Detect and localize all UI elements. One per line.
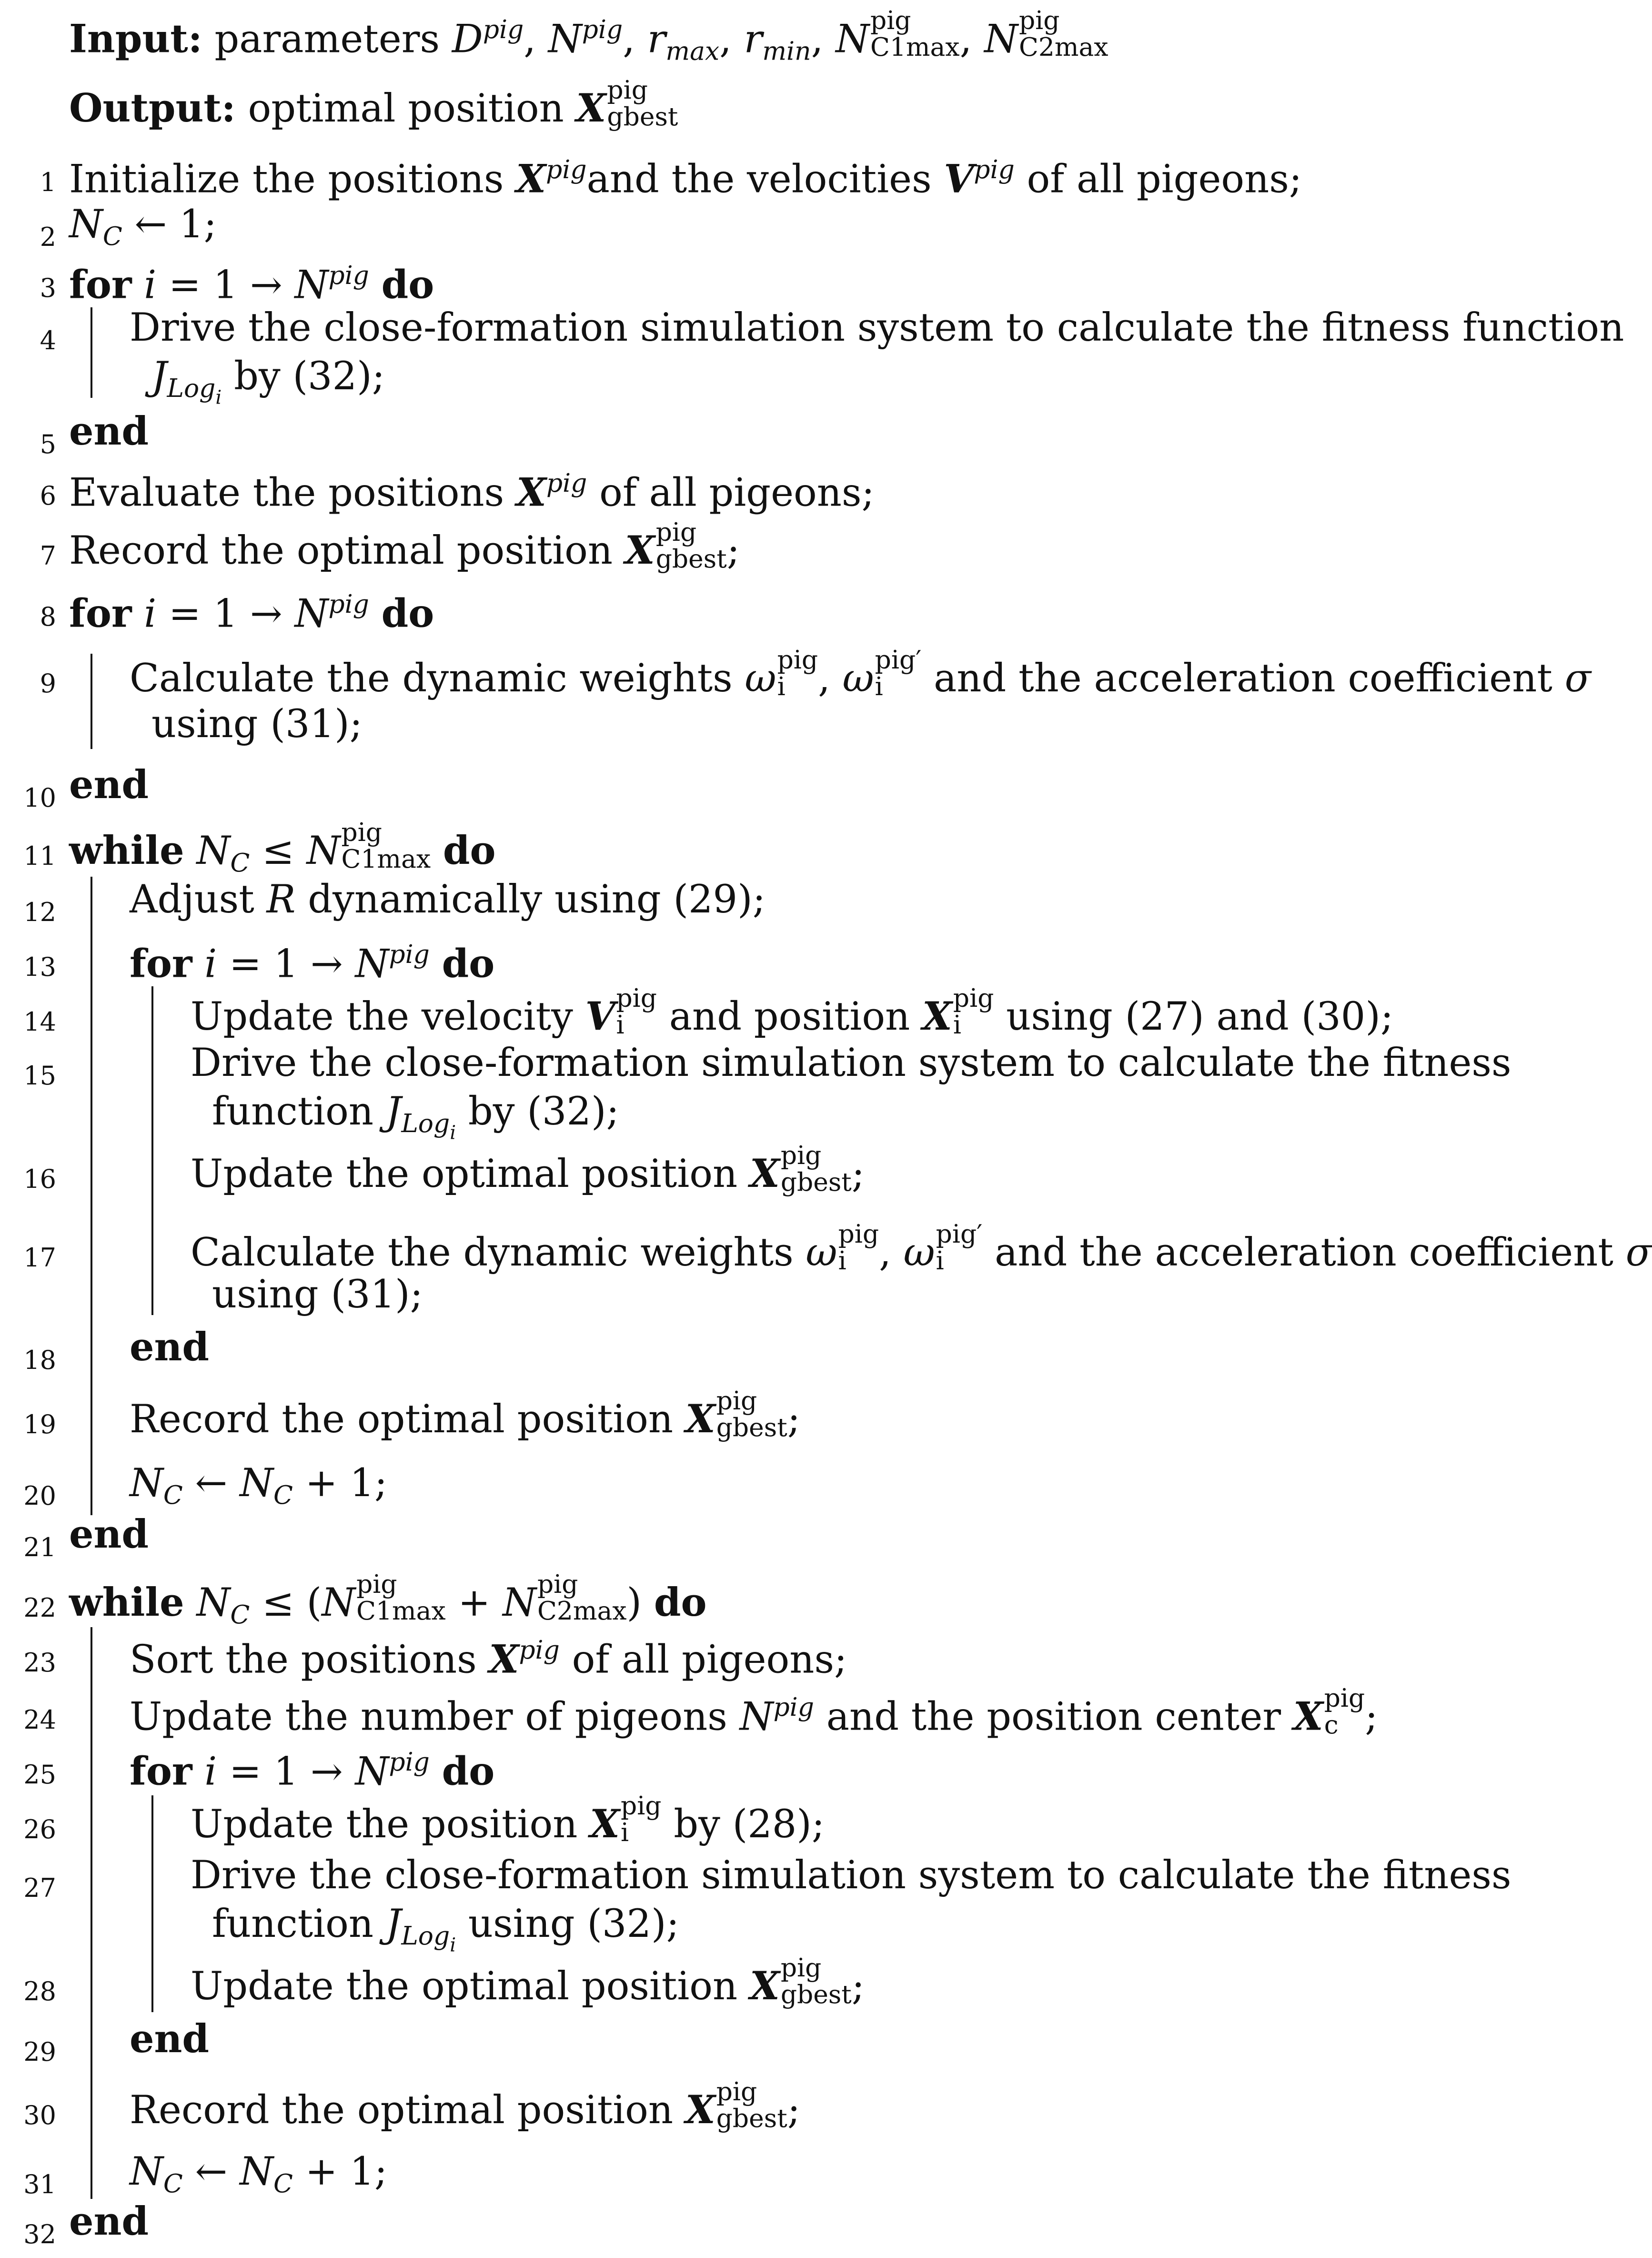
- line-17-text-b: ,: [879, 1230, 891, 1276]
- line-number: 32: [23, 2219, 56, 2249]
- sym-sub: C1max: [356, 1596, 446, 1626]
- line-9-text-c: and the acceleration coefficient: [934, 656, 1552, 701]
- line-19-text-b: ;: [787, 1397, 800, 1442]
- sym-i: i: [144, 591, 157, 637]
- line-number: 15: [23, 1061, 56, 1091]
- sym-sup: pig: [356, 1569, 397, 1599]
- sym-X: X: [749, 1964, 780, 2009]
- sym-sub: Log: [401, 1108, 450, 1139]
- sym-sub: C: [230, 848, 250, 878]
- sym-sub: C: [273, 1480, 293, 1510]
- algo-line-7: [0, 516, 1495, 577]
- algo-line-30: [0, 2075, 1495, 2137]
- algo-line-15: [0, 1035, 1511, 1145]
- algo-line-12: [0, 872, 1495, 934]
- line-number: 4: [40, 325, 56, 355]
- param-NC1: N: [836, 17, 869, 62]
- algo-line-27: [0, 1848, 1511, 1957]
- line-number: 21: [23, 1532, 56, 1562]
- line-9-text-a: Calculate the dynamic weights: [130, 656, 733, 701]
- algo-line-23: [0, 1622, 1495, 1684]
- sym-X: X: [749, 1151, 780, 1197]
- sym-sup: pig: [716, 2076, 757, 2106]
- sym-N: N: [739, 1694, 774, 1740]
- output-line: [0, 71, 1495, 133]
- keyword: end: [130, 2016, 210, 2062]
- algo-line-29: [0, 2012, 1495, 2074]
- line-3-text-a: = 1 →: [168, 263, 282, 308]
- sym-sup: pig: [389, 1747, 430, 1777]
- line-number: 27: [23, 1873, 56, 1903]
- line-25-text-a: = 1 →: [229, 1749, 343, 1794]
- param-N: N: [548, 17, 582, 62]
- line-number: 9: [40, 668, 56, 699]
- line-15-text-a: Drive the close-formation simulation system to calculate the fitness: [191, 1041, 1511, 1085]
- algo-line-28: [0, 1951, 1495, 2013]
- line-4-text-b: by (32);: [234, 354, 385, 399]
- param-rmax: r: [647, 17, 666, 62]
- block-bar: [151, 986, 153, 1315]
- line-4-text-a: Drive the close-formation simulation system to calculate the fitness function: [130, 305, 1624, 350]
- line-20-text-b: + 1;: [305, 1461, 388, 1506]
- keyword: while: [69, 1580, 184, 1626]
- line-12-text-b: dynamically using (29);: [308, 877, 766, 922]
- sym-sub: Log: [167, 373, 216, 404]
- param-NC1-sub: C1max: [870, 32, 960, 62]
- sym-X: X: [516, 470, 546, 516]
- line-20-text-a: ←: [195, 1461, 228, 1506]
- line-2-text-a: ← 1;: [134, 202, 217, 247]
- param-D-sup: pig: [483, 14, 524, 44]
- line-number: 18: [23, 1345, 56, 1375]
- line-number: 26: [23, 1814, 56, 1844]
- line-14-text-b: and position: [669, 994, 910, 1040]
- line-15-text-c: by (32);: [468, 1089, 619, 1134]
- sym-sub: C: [102, 221, 122, 252]
- sym-sup: pig: [620, 1791, 662, 1821]
- sym-N: N: [306, 829, 341, 874]
- algo-line-22: [0, 1568, 1495, 1630]
- line-number: 3: [40, 273, 56, 303]
- param-NC1-sup: pig: [870, 5, 911, 36]
- line-16-text-a: Update the optimal position: [191, 1152, 738, 1197]
- block-bar: [91, 307, 92, 398]
- sym-X: X: [516, 156, 546, 202]
- sym-sub-i: i: [215, 385, 222, 409]
- sym-sub: i: [838, 1245, 846, 1276]
- line-number: 10: [23, 783, 56, 813]
- sym-sub: c: [1324, 1710, 1339, 1740]
- algo-line-26: [0, 1789, 1495, 1851]
- keyword: do: [654, 1580, 707, 1626]
- line-15-text-b: function: [212, 1089, 374, 1134]
- algo-line-32: [0, 2194, 1495, 2256]
- algo-line-4: [0, 300, 1624, 410]
- sym-J: J: [385, 1902, 402, 1946]
- sym-N: N: [322, 1580, 356, 1626]
- line-number: 30: [23, 2100, 56, 2130]
- sym-sub: i: [936, 1245, 944, 1276]
- line-12-text-a: Adjust: [130, 877, 254, 922]
- sym-omega: ω: [842, 656, 874, 701]
- sym-N: N: [130, 1461, 163, 1506]
- sym-sup: pig: [773, 1692, 814, 1722]
- line-17-text-d: using (31);: [212, 1272, 423, 1317]
- line-17-text-a: Calculate the dynamic weights: [191, 1230, 794, 1276]
- keyword: do: [442, 1749, 495, 1794]
- algo-line-19: [0, 1384, 1495, 1446]
- sym-J: J: [151, 354, 167, 399]
- sym-V: V: [585, 994, 615, 1040]
- block-bar: [151, 1795, 153, 2012]
- output-text: optimal position: [248, 86, 564, 132]
- line-30-text-b: ;: [787, 2088, 800, 2133]
- line-number: 28: [23, 1976, 56, 2006]
- line-8-text-a: = 1 →: [168, 591, 282, 637]
- sym-omega: ω: [806, 1230, 837, 1276]
- sym-sup: pig: [716, 1386, 757, 1416]
- sym-sup: pig: [546, 468, 587, 498]
- sym-sup: pig: [616, 983, 657, 1013]
- algo-line-24: [0, 1680, 1495, 1742]
- line-14-text-a: Update the velocity: [191, 994, 573, 1040]
- sym-sub: C: [273, 2168, 293, 2199]
- sym-sup: pig: [655, 517, 697, 547]
- algo-line-25: [0, 1734, 1495, 1796]
- keyword: end: [69, 1512, 149, 1557]
- line-31-text-a: ←: [195, 2149, 228, 2194]
- line-6-text-b: of all pigeons;: [599, 470, 875, 516]
- input-text: parameters: [214, 17, 440, 62]
- input-line: Input: parameters $D^{pig}$, $N^{pig}$, $r_{max}$, $r_{min}$, N pig C1max , N pig C2max: [69, 5, 1108, 66]
- sym-prime: ′: [977, 1219, 983, 1249]
- sym-R: R: [266, 877, 296, 922]
- param-rmin-sub: min: [762, 36, 811, 66]
- line-number: 23: [23, 1648, 56, 1678]
- sym-sup: pig: [328, 260, 369, 290]
- sym-sup: pig: [974, 154, 1015, 184]
- param-rmax-sub: max: [665, 36, 720, 66]
- line-number: 7: [40, 541, 56, 571]
- line-27-text-c: using (32);: [468, 1902, 679, 1946]
- line-1-text-c: of all pigeons;: [1027, 157, 1302, 202]
- block-bar: [91, 877, 92, 1515]
- sym-sub: gbest: [716, 1412, 787, 1443]
- sym-i: i: [204, 942, 217, 987]
- sym-X: X: [590, 1802, 620, 1847]
- algo-line-16: [0, 1139, 1495, 1201]
- algo-line-17: [0, 1217, 1652, 1327]
- sym-prime: ′: [916, 645, 922, 675]
- sym-N: N: [240, 1461, 274, 1506]
- algo-line-21: [0, 1507, 1495, 1569]
- sym-sup: pig: [341, 817, 383, 847]
- line-number: 31: [23, 2169, 56, 2199]
- sym-X: X: [625, 528, 655, 574]
- line-26-text-b: by (28);: [674, 1802, 825, 1847]
- sym-N: N: [355, 1749, 389, 1794]
- keyword: end: [69, 2199, 149, 2244]
- line-1-text-b: and the velocities: [586, 157, 932, 202]
- line-number: 24: [23, 1705, 56, 1735]
- sym-N: N: [294, 591, 329, 637]
- keyword: end: [130, 1325, 210, 1370]
- line-14-text-c: using (27) and (30);: [1006, 994, 1394, 1040]
- line-7-text-b: ;: [726, 528, 740, 574]
- sym-N: N: [69, 202, 103, 247]
- param-NC2-sub: C2max: [1018, 32, 1108, 62]
- algo-line-9: [0, 643, 1591, 758]
- line-23-text-a: Sort the positions: [130, 1637, 477, 1682]
- sym-sub: C: [163, 1480, 183, 1510]
- line-13-text-a: = 1 →: [229, 942, 343, 987]
- sym-sigma: σ: [1564, 656, 1591, 701]
- line-number: 2: [40, 222, 56, 252]
- param-D: D: [452, 17, 483, 62]
- algo-line-10: [0, 758, 1495, 820]
- sym-X: X: [685, 2087, 715, 2133]
- line-number: 13: [23, 952, 56, 982]
- line-23-text-b: of all pigeons;: [572, 1637, 847, 1682]
- algo-line-13: [0, 927, 1495, 989]
- sym-sub: gbest: [716, 2103, 787, 2134]
- algo-line-14: [0, 982, 1495, 1043]
- keyword: for: [69, 591, 132, 637]
- input-label: Input:: [69, 16, 202, 62]
- line-number: 12: [23, 897, 56, 927]
- sym-omega: ω: [745, 656, 776, 701]
- sym-N: N: [196, 1580, 231, 1626]
- keyword: end: [69, 762, 149, 808]
- sym-sub: C: [230, 1600, 250, 1630]
- sym-sup: pig: [777, 645, 818, 675]
- algo-line-6: [0, 456, 1495, 517]
- sym-N: N: [240, 2149, 274, 2194]
- sym-sup: pig: [838, 1219, 879, 1249]
- sym-sub-i: i: [450, 1121, 456, 1144]
- line-19-text-a: Record the optimal position: [130, 1397, 674, 1442]
- line-28-text-b: ;: [851, 1964, 865, 2009]
- sym-sub: i: [953, 1010, 961, 1040]
- line-24-text-c: ;: [1365, 1694, 1378, 1740]
- sym-sup: pig: [780, 1953, 822, 1983]
- line-9-text-d: using (31);: [151, 702, 363, 747]
- line-22-text-a: ≤ (: [262, 1580, 322, 1626]
- sym-N: N: [355, 942, 389, 987]
- sym-sub: C: [163, 2168, 183, 2199]
- line-17-text-c: and the acceleration coefficient: [995, 1230, 1613, 1276]
- algo-line-1: [0, 142, 1495, 204]
- sym-sub: C1max: [341, 844, 431, 874]
- algo-line-11: [0, 816, 1495, 878]
- sym-sup: pig: [936, 1219, 977, 1249]
- sym-sub-i: i: [450, 1933, 456, 1956]
- sym-sub: C2max: [537, 1596, 627, 1626]
- keyword: do: [381, 262, 434, 308]
- keyword: for: [130, 941, 192, 987]
- sym-sup: pig: [389, 939, 430, 969]
- keyword: for: [130, 1749, 192, 1794]
- line-7-text-a: Record the optimal position: [69, 528, 613, 574]
- sym-sub: gbest: [780, 1979, 852, 2010]
- sym-N: N: [503, 1580, 536, 1626]
- line-number: 20: [23, 1481, 56, 1511]
- sym-sigma: σ: [1625, 1230, 1652, 1276]
- output-label: Output:: [69, 86, 236, 132]
- sym-sup: pig: [875, 645, 916, 675]
- line-28-text-a: Update the optimal position: [191, 1964, 738, 2009]
- line-number: 22: [23, 1593, 56, 1623]
- line-number: 11: [23, 841, 56, 871]
- sym-sub: i: [620, 1817, 629, 1848]
- sym-X: X: [922, 994, 952, 1040]
- sym-N: N: [294, 263, 329, 308]
- algo-line-18: [0, 1320, 1495, 1382]
- line-22-text-b: +: [458, 1580, 491, 1626]
- sym-sup: pig: [780, 1140, 822, 1170]
- sym-sub: i: [875, 671, 883, 702]
- sym-J: J: [385, 1089, 402, 1134]
- output-X: X: [576, 86, 606, 132]
- sym-i: i: [204, 1749, 217, 1794]
- sym-N: N: [130, 2149, 163, 2194]
- line-number: 6: [40, 481, 56, 511]
- keyword: do: [442, 941, 495, 987]
- line-number: 17: [23, 1243, 56, 1273]
- param-NC2: N: [984, 17, 1018, 62]
- block-bar: [91, 1627, 92, 2199]
- param-N-sup: pig: [582, 14, 623, 44]
- sym-sup: pig: [519, 1635, 560, 1665]
- line-11-text-a: ≤: [262, 829, 294, 874]
- sym-sub: i: [616, 1010, 625, 1040]
- sym-sub: Log: [401, 1921, 450, 1951]
- line-24-text-a: Update the number of pigeons: [130, 1694, 727, 1740]
- sym-X: X: [1293, 1694, 1323, 1740]
- sym-X: X: [489, 1637, 519, 1682]
- line-1-text-a: Initialize the positions: [69, 157, 504, 202]
- line-number: 8: [40, 602, 56, 632]
- line-30-text-a: Record the optimal position: [130, 2088, 674, 2133]
- sym-sup: pig: [1324, 1683, 1365, 1713]
- output-X-sup: pig: [607, 75, 648, 105]
- keyword: for: [69, 262, 132, 308]
- line-number: 29: [23, 2037, 56, 2067]
- line-6-text-a: Evaluate the positions: [69, 470, 504, 516]
- sym-sup: pig: [546, 154, 587, 184]
- line-27-text-b: function: [212, 1902, 374, 1946]
- keyword: do: [443, 828, 496, 874]
- line-31-text-b: + 1;: [305, 2149, 388, 2194]
- keyword: do: [381, 591, 434, 637]
- sym-omega: ω: [903, 1230, 935, 1276]
- line-26-text-a: Update the position: [191, 1802, 578, 1847]
- line-number: 1: [40, 167, 56, 197]
- sym-sub: gbest: [655, 544, 727, 574]
- param-NC2-sup: pig: [1018, 5, 1060, 36]
- line-27-text-a: Drive the close-formation simulation system to calculate the fitness: [191, 1853, 1511, 1898]
- sym-sup: pig: [328, 589, 369, 619]
- line-number: 5: [40, 429, 56, 459]
- sym-i: i: [144, 263, 157, 308]
- line-9-text-b: ,: [818, 656, 830, 701]
- line-number: 25: [23, 1760, 56, 1790]
- sym-N: N: [196, 829, 231, 874]
- algo-line-8: [0, 577, 1495, 638]
- output-X-sub: gbest: [607, 101, 678, 132]
- sym-sup: pig: [953, 983, 994, 1013]
- param-rmin: r: [744, 17, 763, 62]
- block-bar: [91, 654, 92, 749]
- line-number: 14: [23, 1007, 56, 1037]
- line-16-text-b: ;: [851, 1152, 865, 1197]
- line-24-text-b: and the position center: [826, 1694, 1281, 1740]
- line-number: 19: [23, 1409, 56, 1439]
- sym-X: X: [685, 1397, 715, 1442]
- sym-sup: pig: [537, 1569, 578, 1599]
- line-number: 16: [23, 1164, 56, 1194]
- sym-sub: i: [777, 671, 786, 702]
- line-22-text-c: ): [626, 1580, 642, 1626]
- keyword: while: [69, 828, 184, 874]
- keyword: end: [69, 409, 149, 454]
- sym-V: V: [944, 156, 974, 202]
- sym-sub: gbest: [780, 1167, 852, 1197]
